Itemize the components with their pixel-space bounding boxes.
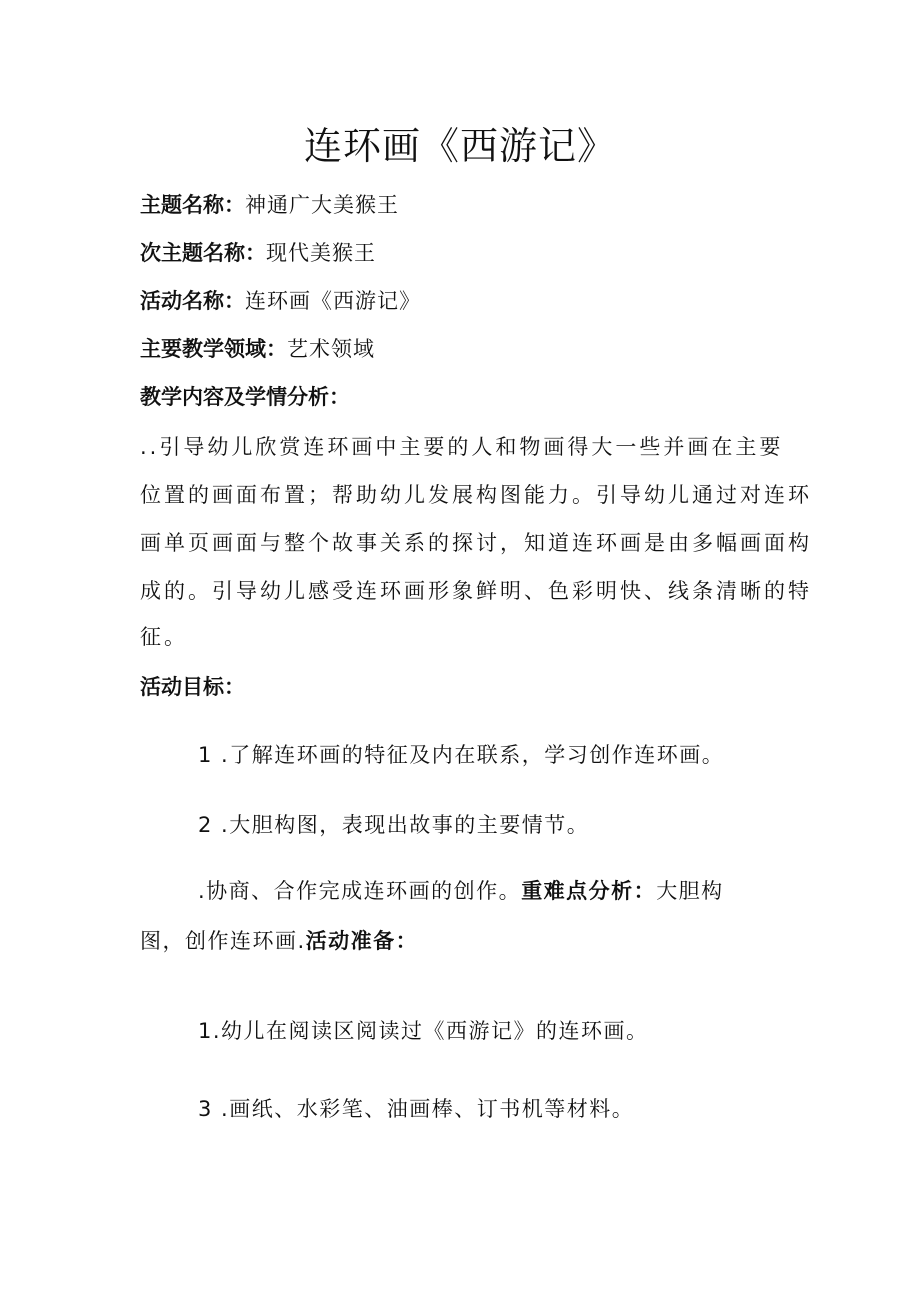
field-subtheme [140, 238, 376, 268]
field-activity-name [140, 286, 421, 316]
key-points-value-a: 大胆构 [656, 879, 724, 903]
prep-item-3: 3 .画纸、水彩笔、油画棒、订书机等材料。 [198, 1097, 635, 1121]
field-activity-name-label: 活动名称： [140, 289, 245, 313]
analysis-line-4: 成的。引导幼儿感受连环画形象鲜明、色彩明快、线条清晰的特 [140, 579, 812, 603]
field-domain [140, 334, 375, 364]
field-domain-value: 艺术领域 [287, 337, 375, 361]
key-points-line-2 [140, 926, 418, 956]
prep-item-1: 1.幼儿在阅读区阅读过《西游记》的连环画。 [198, 1019, 649, 1043]
field-subtheme-value: 现代美猴王 [266, 241, 376, 265]
goal-item-3-text: .协商、合作完成连环画的创作。 [198, 879, 522, 903]
analysis-line-2: 位置的画面布置；帮助幼儿发展构图能力。引导幼儿通过对连环 [140, 483, 812, 507]
field-subtheme-label: 次主题名称： [140, 241, 266, 265]
field-analysis [140, 382, 350, 412]
field-theme-value: 神通广大美猴王 [245, 193, 399, 217]
goal-item-1: 1 .了解连环画的特征及内在联系，学习创作连环画。 [198, 743, 725, 767]
analysis-line-1: ..引导幼儿欣赏连环画中主要的人和物画得大一些并画在主要 [140, 435, 784, 459]
field-activity-name-value: 连环画《西游记》 [245, 289, 421, 313]
key-points-label: 重难点分析： [521, 879, 657, 903]
field-domain-label: 主要教学领域： [140, 337, 287, 361]
field-theme-label: 主题名称： [140, 193, 245, 217]
analysis-line-3: 画单页画面与整个故事关系的探讨，知道连环画是由多幅画面构 [140, 531, 812, 555]
field-analysis-label: 教学内容及学情分析： [140, 385, 350, 409]
key-points-value-b: 图，创作连环画. [140, 929, 306, 953]
goal-item-2: 2 .大胆构图，表现出故事的主要情节。 [198, 813, 590, 837]
prep-heading: 活动准备： [305, 929, 419, 953]
document-title: 连环画《西游记》 [303, 124, 616, 168]
analysis-line-5: 征。 [140, 625, 188, 649]
goals-heading: 活动目标： [140, 675, 245, 699]
field-theme [140, 190, 399, 220]
goal-item-3 [198, 876, 724, 906]
